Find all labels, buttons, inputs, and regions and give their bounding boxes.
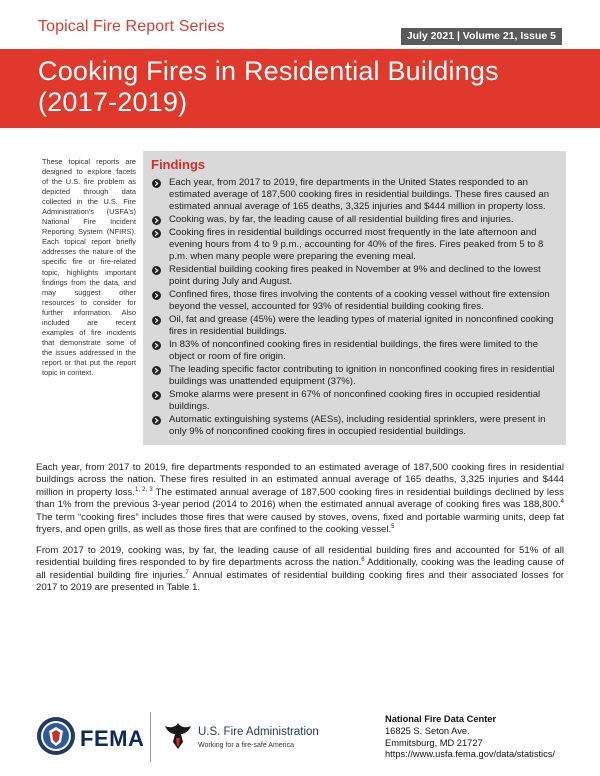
list-item <box>151 314 558 338</box>
body-text: Additionally, cooking was the leading cause of all residential building fire injuries. <box>36 557 564 581</box>
finding-text: Smoke alarms were present in 67% of nonconfined cooking fires in occupied residential buildings. <box>169 389 541 413</box>
list-item <box>151 177 558 214</box>
chevron-right-icon <box>152 391 161 400</box>
list-item <box>151 264 558 288</box>
body-text: The term “cooking fires” includes those fires that were caused by stoves, ovens, fixed and portable warming units, deep fat fryers, and open grills, as well as those fires that are confined to the cooking vessel. <box>36 511 564 536</box>
page-footer <box>0 706 600 776</box>
issue-badge: July 2021 | Volume 21, Issue 5 <box>401 28 562 45</box>
body-paragraph-2 <box>36 545 564 595</box>
finding-text: Cooking was, by far, the leading cause of all residential building fires and injuries. <box>169 214 514 226</box>
finding-text: Cooking fires in residential buildings occurred most frequently in the late afternoon and evening hours from 4 to 9 p.m., accounting for 40% of the fires. Fires peaked from 5 to 8 p.m. when many people were preparing the evening meal. <box>169 227 544 263</box>
list-item <box>151 364 558 388</box>
eagle-icon <box>163 720 193 752</box>
chevron-right-icon <box>152 216 161 225</box>
body-text: The estimated annual average of 187,500 cooking fires in residential buildings declined by less than 1% from the previous 3-year period (2014 to 2016) when the estimated annual average of cooking fires was 188,800. <box>36 486 564 511</box>
usfa-tagline: Working for a fire-safe America <box>198 742 294 749</box>
finding-text: Automatic extinguishing systems (AESs), including residential sprinklers, were present in only 9% of nonconfined cooking fires in occupied residential buildings. <box>169 414 546 438</box>
body-text: From 2017 to 2019, cooking was, by far, the leading cause of all residential building fires and accounted for 51% of all residential building fires responded to by fire departments across the nation. <box>36 545 564 569</box>
list-item <box>151 289 558 313</box>
list-item <box>151 339 558 363</box>
footer-divider <box>150 712 151 762</box>
list-item <box>151 227 558 264</box>
finding-text: Each year, from 2017 to 2019, fire departments in the United States responded to an estimated average of 187,500 cooking fires in residential buildings. These fires caused an estimated annual average of 165 deaths, 3,325 injuries and $444 million in property loss. <box>169 177 550 213</box>
page-title-line2: (2017-2019) <box>38 87 188 117</box>
body-paragraph-1 <box>36 462 564 536</box>
address-line-2: Emmitsburg, MD 21727 <box>385 737 483 748</box>
series-bar <box>0 0 600 49</box>
finding-text: Confined fires, those fires involving the contents of a cooking vessel without fire extension beyond the vessel, accounted for 93% of residential building cooking fires. <box>169 289 550 313</box>
dhs-seal-icon <box>36 716 76 756</box>
chevron-right-icon <box>152 416 161 425</box>
series-title: Topical Fire Report Series <box>38 18 225 35</box>
list-item <box>151 214 558 226</box>
fema-logo-text: FEMA <box>80 726 145 751</box>
org-name: National Fire Data Center <box>385 714 497 724</box>
report-header <box>0 0 600 128</box>
findings-box <box>143 151 566 445</box>
footnote-ref[interactable]: 4 <box>560 499 564 506</box>
footnote-ref[interactable]: 1, 2, 3 <box>135 486 153 493</box>
page-title-line1: Cooking Fires in Residential Buildings <box>38 56 499 86</box>
body-text: Each year, from 2017 to 2019, fire departments responded to an estimated average of 187,500 cooking fires in residential buildings across the nation. These fires resulted in an estimated annual average of 165 deaths, 3,325 injuries and $444 million in property loss. <box>36 462 564 498</box>
finding-text: Residential building cooking fires peaked in November at 9% and declined to the lowest point during July and August. <box>169 264 541 288</box>
list-item <box>151 414 558 438</box>
finding-text: Oil, fat and grease (45%) were the leading types of material ignited in nonconfined cooking fires in residential buildings. <box>169 314 554 338</box>
page-title <box>38 56 578 118</box>
nfdc-contact <box>385 714 555 761</box>
chevron-right-icon <box>152 316 161 325</box>
stats-link[interactable]: https://www.usfa.fema.gov/data/statistics/ <box>385 749 555 760</box>
findings-list <box>151 177 558 439</box>
findings-title: Findings <box>151 157 206 172</box>
finding-text: The leading specific factor contributing to ignition in nonconfined cooking fires in residential buildings was unattended equipment (37%). <box>169 364 555 388</box>
chevron-right-icon <box>152 179 161 188</box>
list-item <box>151 389 558 413</box>
address-line-1: 16825 S. Seton Ave. <box>385 725 470 736</box>
finding-text: In 83% of nonconfined cooking fires in residential buildings, the fires were limited to the object or room of fire origin. <box>169 339 539 363</box>
side-note: These topical reports are designed to explore facets of the U.S. fire problem as depicted through data collected in the U.S. Fire Administration's (USFA's) National Fire Incident Reporting System (NFIRS). Each topical report briefly addresses the nature of the specific fire or fire-related topic, highlights important findings from the data, and may suggest other resources to consider for further information. Also included are recent examples of fire incidents that demonstrate some of the issues addressed in the report or that put the report topic in context. <box>42 157 136 377</box>
chevron-right-icon <box>152 229 161 238</box>
chevron-right-icon <box>152 291 161 300</box>
footnote-ref[interactable]: 5 <box>391 523 395 530</box>
footnote-ref[interactable]: 7 <box>185 569 189 576</box>
chevron-right-icon <box>152 266 161 275</box>
body-text: Annual estimates of residential building cooking fires and their associated losses for 2017 to 2019 are presented in Table 1. <box>36 569 564 594</box>
usfa-name: U.S. Fire Administration <box>198 726 319 738</box>
chevron-right-icon <box>152 366 161 375</box>
footnote-ref[interactable]: 6 <box>361 557 365 564</box>
chevron-right-icon <box>152 341 161 350</box>
